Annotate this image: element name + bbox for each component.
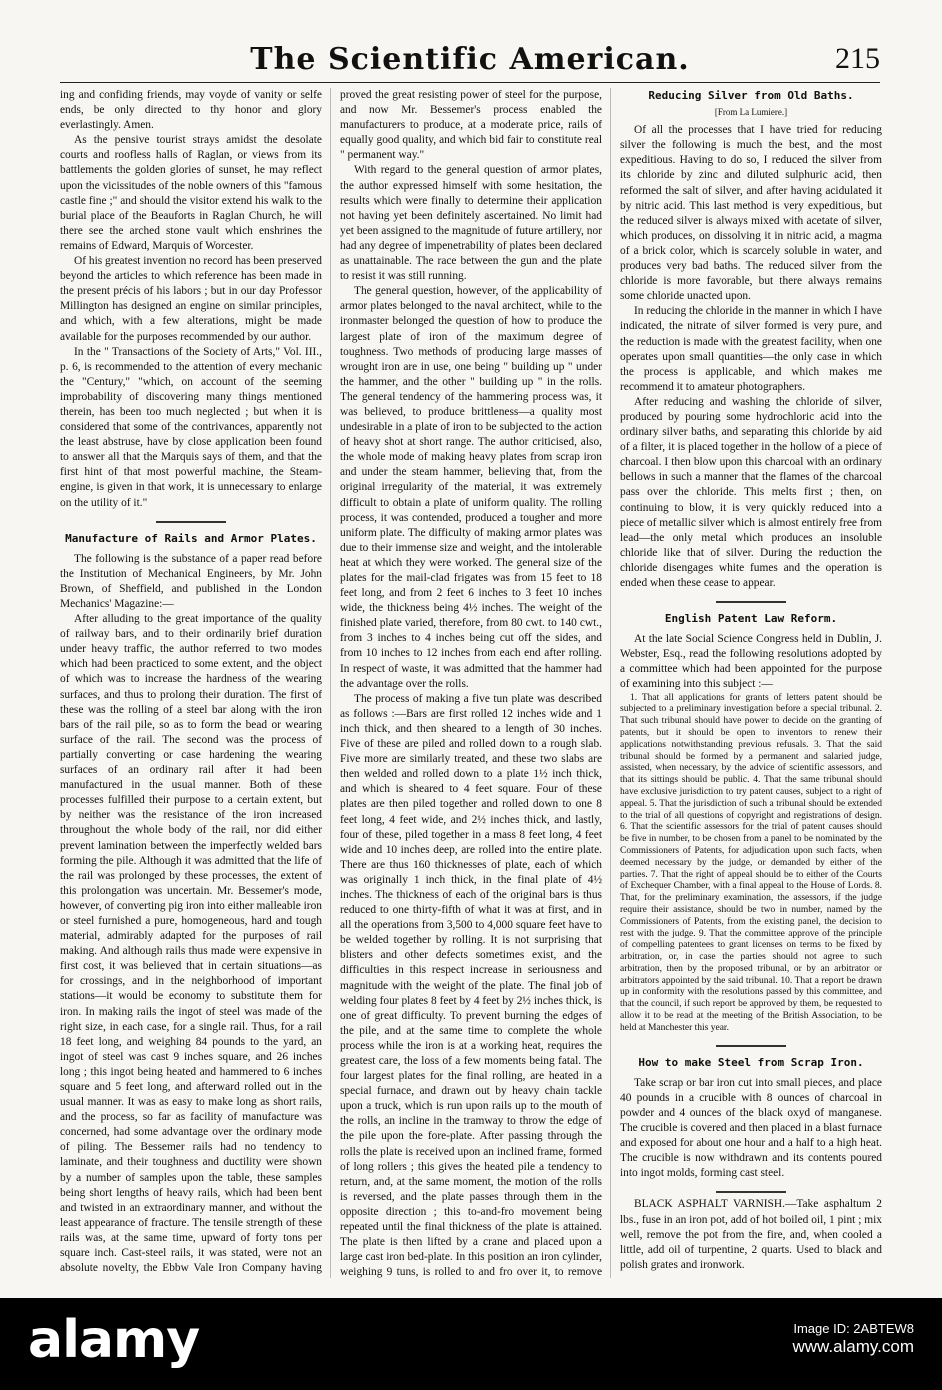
article-heading: How to make Steel from Scrap Iron. — [638, 1055, 864, 1069]
image-id: Image ID: 2ABTEW8 — [793, 1321, 914, 1336]
page-header — [60, 40, 880, 83]
paragraph: The following is the substance of a paper read before the Institution of Mechanical Engineers, by Mr. John Brown, of Sheffield, and published in the London Mechanics' Magazine:— — [60, 552, 322, 610]
section-rule — [716, 1191, 786, 1193]
paragraph: BLACK ASPHALT VARNISH.—Take asphaltum 2 lbs., fuse in an iron pot, add of hot boiled oil, 1 pint ; mix well, remove the pot from the fire, and, when cooled a little, add oil of turpentine, 2 quarts. Used to black and polish grates and ironwork. — [620, 1198, 882, 1271]
paragraph: Take scrap or bar iron cut into small pieces, and place 40 pounds in a crucible with 8 ounces of charcoal in powder and 4 ounces of the black oxyd of manganese. The crucible is covered and then placed in a blast furnace and exposed for about one hour and a half to a high heat. The crucible is now withdrawn and its contents poured into ingot molds, forming cast steel. — [620, 1076, 882, 1180]
paragraph: In the " Transactions of the Society of Arts," Vol. III., p. 6, is recommended to the attention of every mechanic the "Century," "which, on account of the seeming improbability of discovering many things mentioned therein, has been too much neglected ; but when it is considered that some of the contrivances, apparently not the least abstruse, have by close application been found to answer all that the Marquis says of them, and that the first hint of that most powerful machine, the Steam-engine, is given in that work, it is unnecessary to enlarge on the utility of it." — [60, 345, 322, 509]
column-3 — [620, 88, 882, 1278]
column-1 — [60, 88, 322, 1278]
stock-banner — [0, 1298, 942, 1390]
article-heading: Manufacture of Rails and Armor Plates. — [65, 531, 317, 545]
column-2 — [340, 88, 602, 1278]
paragraph: Of his greatest invention no record has been preserved beyond the articles to which reference has been made in the present précis of his labors ; but in our day Professor Millington has designed an engine on similar principles, and which, with a few alterations, might be made available for the purposes recommended by our author. — [60, 255, 322, 343]
source-note: [From La Lumiere.] — [714, 107, 788, 118]
paragraph: After alluding to the great importance of the quality of railway bars, and to their ordinarily brief duration under heavy traffic, the author referred to two modes which had been practiced to some extent, and the object of which was to increase the hardness of the wearing surfaces, and thus to prolong their duration. The first of these was the rolling of a steel bar along with the iron bars of the rail pile, so as to form the bead or wearing surface of the rail. The second was the process of partially converting or case hardening the wearing surfaces of an ordinary rail after it had been manufactured in the usual manner. Both of these processes fulfilled their purpose to a certain extent, but by neither was the resistance of the iron increased throughout the whole body of the rail, nor did either prevent lamination between the imperfectly welded bars forming the pile. Although it was admitted that the life of the rail was prolonged by these processes, the extent of this prolongation was uncertain. Mr. Bessemer's mode, however, of converting pig iron into either malleable iron or steel furnished a pure, homogeneous, hard and tough material, admirably adapted for the purposes of rail making. And although rails thus made were expensive in first cost, it was believed that in certain situations—as for crossings, and in the neighborhood of important stations—it would be economy to substitute them for iron. In making rails the ingot of steel was made of the right size, in each case, for a single rail. Thus, for a rail 18 feet long, and weighing 84 pounds to the yard, an ingot of steel was cast 9 inches square, and 26 inches long ; this ingot being heated and hammered to 6 inches square and 5 feet long, and afterward rolled out in the usual manner. It was as easy to make long as short rails, and the process, so far as facility of manufacture was concerned, had some advantage over the ordinary mode of piling. The Bessemer rails had no tendency to laminate, and their toughness and ductility were shown by a number of samples upon the table, these samples being short lengths of heavy rails, which had been bent and twisted in an extraordinary manner, and without the least appearance of fracture. The tensile strength of these rails was, at the same time, upward of forty tons per square inch. Cast-steel rails, it was stated, were not an absolute novelty, the Ebbw Vale Iron Company having — [60, 613, 322, 1275]
article-heading: English Patent Law Reform. — [664, 612, 838, 626]
section-rule — [716, 1045, 786, 1047]
paragraph: At the late Social Science Congress held in Dublin, J. Webster, Esq., read the following resolutions adopted by a committee which had been appointed for the purpose of examining into this subject :— — [620, 633, 882, 691]
article-heading: Reducing Silver from Old Baths. — [648, 89, 854, 102]
paragraph: With regard to the general question of armor plates, the author expressed himself with some hesitation, the results which were finally to determine their application not having yet been definitely ascertained. No limit had yet been assigned to the magnitude of future artillery, nor had any degree of impenetrability of plates been declared as unattainable. The race between the gun and the plate to resist it was still running. — [340, 164, 602, 283]
column-divider — [610, 88, 611, 1278]
page-number: 215 — [835, 42, 880, 75]
stock-url: www.alamy.com — [792, 1337, 914, 1356]
paragraph: The general question, however, of the applicability of armor plates belonged to the naval architect, while to the ironmaster belonged the question of how to produce the largest plate of iron of the maximum degree of toughness. Two methods of producing large masses of wrought iron are in use, one being " building up " under the hammer, and the other " building up " in the rolls. The general tendency of the hammering process was, it was believed, to produce brittleness—a quality most undesirable in a plate of iron to be subjected to the action of heavy shot at short range. The author criticised, also, the whole mode of making heavy plates from scrap iron and under the steam hammer, believing that, from the original irregularity of the material, it was extremely difficult to obtain a plate of uniform quality. The rolling process, it was contended, produced a tougher and more uniform plate. The difficulty of making armor plates was due to their immense size and weight, and the intolerable heat at which they were worked. The general size of the plates for the mail-clad frigates was from 15 feet to 18 feet long, and from 2 feet 6 inches to 3 feet 10 inches wide, the thickness being 4½ inches. The weight of the finished plate varied, therefore, from 80 cwt. to 140 cwt., from 3 inches to 4 inches being cut off the sides, and from 10 inches to 12 inches from each end after rolling. In respect of waste, it was admitted that the hammer had the advantage over the rolls. — [340, 285, 602, 690]
paragraph: Of all the processes that I have tried for reducing silver the following is much the best, and the most expeditious. Having to do so, I reduced the silver from its chloride by zinc and diluted sulphuric acid, then reformed the salt of silver, and after having acidulated it by nitric acid. This last method is very expeditious, but the reduced silver is always mixed with acetate of silver, which produces, on dissolving it in nitric acid, a magma of a brick color, which is scarcely soluble in water, and produces very bad baths. The reduced silver from the chloride is more favorable, but there always remains some chloride unacted upon. — [620, 124, 882, 303]
paragraph: ing and confiding friends, may voyde of vanity or selfe ends, be only directed to thy honor and glory everlastingly. Amen. — [60, 89, 322, 132]
alamy-logo: alamy — [28, 1310, 200, 1370]
resolutions-block — [620, 693, 882, 1035]
section-rule — [156, 521, 226, 523]
section-rule — [716, 601, 786, 603]
paragraph: proved the great resisting power of steel for the purpose, and now Mr. Bessemer's process enabled the manufacturers to produce, at a moderate price, rails of equally good quality, and which bid fair to constitute real " permanent way." — [340, 89, 602, 162]
paragraph: The process of making a five tun plate was described as follows :—Bars are first rolled 12 inches wide and 1 inch thick, and then sheared to a length of 30 inches. Five of these are piled and rolled down to a rough slab. Five more are similarly treated, and these two slabs are then welded and rolled down to a plate 1½ inch thick, and which is sheared to 4 feet square. Four of these plates are then piled together and rolled down to one 8 feet long, 4 feet wide, and 2½ inches thick, and lastly, four of these, piled together in a mass 8 feet long, 4 feet wide and 10 inches deep, are rolled into the entire plate. There are thus 160 thicknesses of plate, each of which was originally 1 inch thick, in the final plate of 4½ inches. The thickness of each of the original bars is thus reduced to one thirty-fifth of what it was at first, and in all the operations from 3,500 to 4,000 square feet have to be welded together by rolling. It is not surprising that blisters and other defects sometimes exist, and the difficulties in this respect increase in seriousness and magnitude with the weight of the plate. The final job of welding four plates 8 feet by 4 feet by 2½ inches thick, is one of great difficulty. To prevent burning the edges of the pile, and at the same time to complete the whole process while the iron is at a working heat, requires the greatest care, the loss of a few moments being fatal. The four largest plates for the final rolling, are heated in a special furnace, and drawn out by heavy chain tackle upon a truck, which is run upon rails up to the mouth of the rolls, an incline in the tramway to throw the edge of the pile upon the fore-plate. After passing through the rolls the plate is received upon an inclined frame, formed of long rollers ; this gives the heated pile a tendency to return, and, at the same moment, the motion of the rolls is reversed, and the plate passes through them in the opposite direction ; this to-and-fro movement being repeated until the final thickness of the plate is attained. The plate is then lifted by a crane and placed upon a large cast iron bed-plate. In this position an iron cylinder, weighing 9 tuns, is rolled to and fro over it, to remove — [340, 692, 602, 1278]
paragraph: As the pensive tourist strays amidst the desolate courts and roofless halls of Raglan, or views from its battlements the golden glories of sunset, he may reflect upon the vicissitudes of the noble owners of this "famous castle fine ;" and should the visitor extend his walk to the burial place of the Beauforts in Raglan Church, he will there see the arched stone vault which enshrines the remains of Edward, Marquis of Worcester. — [60, 134, 322, 252]
column-divider — [330, 88, 331, 1278]
paragraph: 1. That all applications for grants of letters patent should be subjected to a preliminary investigation before a special tribunal. 2. That such tribunal should have power to decide on the granting of patents, but it should be open to inventors to renew their applications notwithstanding previous refusals. 3. That the said tribunal should be formed by a permanent and salaried judge, assisted, when necessary, by the advice of scientific assessors, and that its sittings should be public. 4. That the same tribunal should have exclusive jurisdiction to try patent causes, subject to a right of appeal. 5. That the jurisdiction of such a tribunal should be extended to the trial of all questions of copyright and registrations of design. 6. That the scientific assessors for the trial of patent causes should be five in number, to be chosen from a panel to be nominated by the Commissioners of Patents, for adjudication upon such facts, when deemed necessary by the judge, or demanded by either of the parties. 7. That the right of appeal should be to either of the Courts of Exchequer Chamber, with a final appeal to the House of Lords. 8. That, for the preliminary examination, the assessors, if the judge require their assistance, should be two in number, named by the Commissioners of Patents, from the existing panel, the decision to rest with the judge. 9. That the committee approve of the principle of compelling patentees to grant licenses on terms to be fixed by arbitration, or, in case the parties should not agree to such arbitration, then by the proposed tribunal, or by an arbitrator or arbitrators appointed by the said tribunal. 10. That a report be drawn up in conformity with the resolutions passed by this committee, and that the council, if such report be approved by them, be requested to allow it to be read at the meeting of the British Association, to be held at Manchester this year. — [620, 692, 882, 1033]
paragraph: In reducing the chloride in the manner in which I have indicated, the nitrate of silver formed is very pure, and the reduction is made with the greatest facility, when one operates upon small quantities—the only case in which the process is applicable, and which makes me recommend it to amateur photographers. — [620, 305, 882, 393]
stock-info — [792, 1320, 914, 1356]
paragraph: After reducing and washing the chloride of silver, produced by pouring some hydrochloric acid into the ordinary silver baths, and separating this chloride by aid of a filter, it is placed together in the hollow of a piece of charcoal. I then blow upon this charcoal with an ordinary bellows in such a manner that the flames of the charcoal pass over the chloride. This melts first ; then, on continuing to blow, it is very quickly reduced into a piece of metallic silver which is almost entirely free from lead—the only metal which produces an insoluble chloride like that of silver. During the reduction the chloride disengages white fumes and the operation is ended when these cease to appear. — [620, 395, 882, 589]
masthead-title: The Scientific American. — [250, 42, 690, 77]
